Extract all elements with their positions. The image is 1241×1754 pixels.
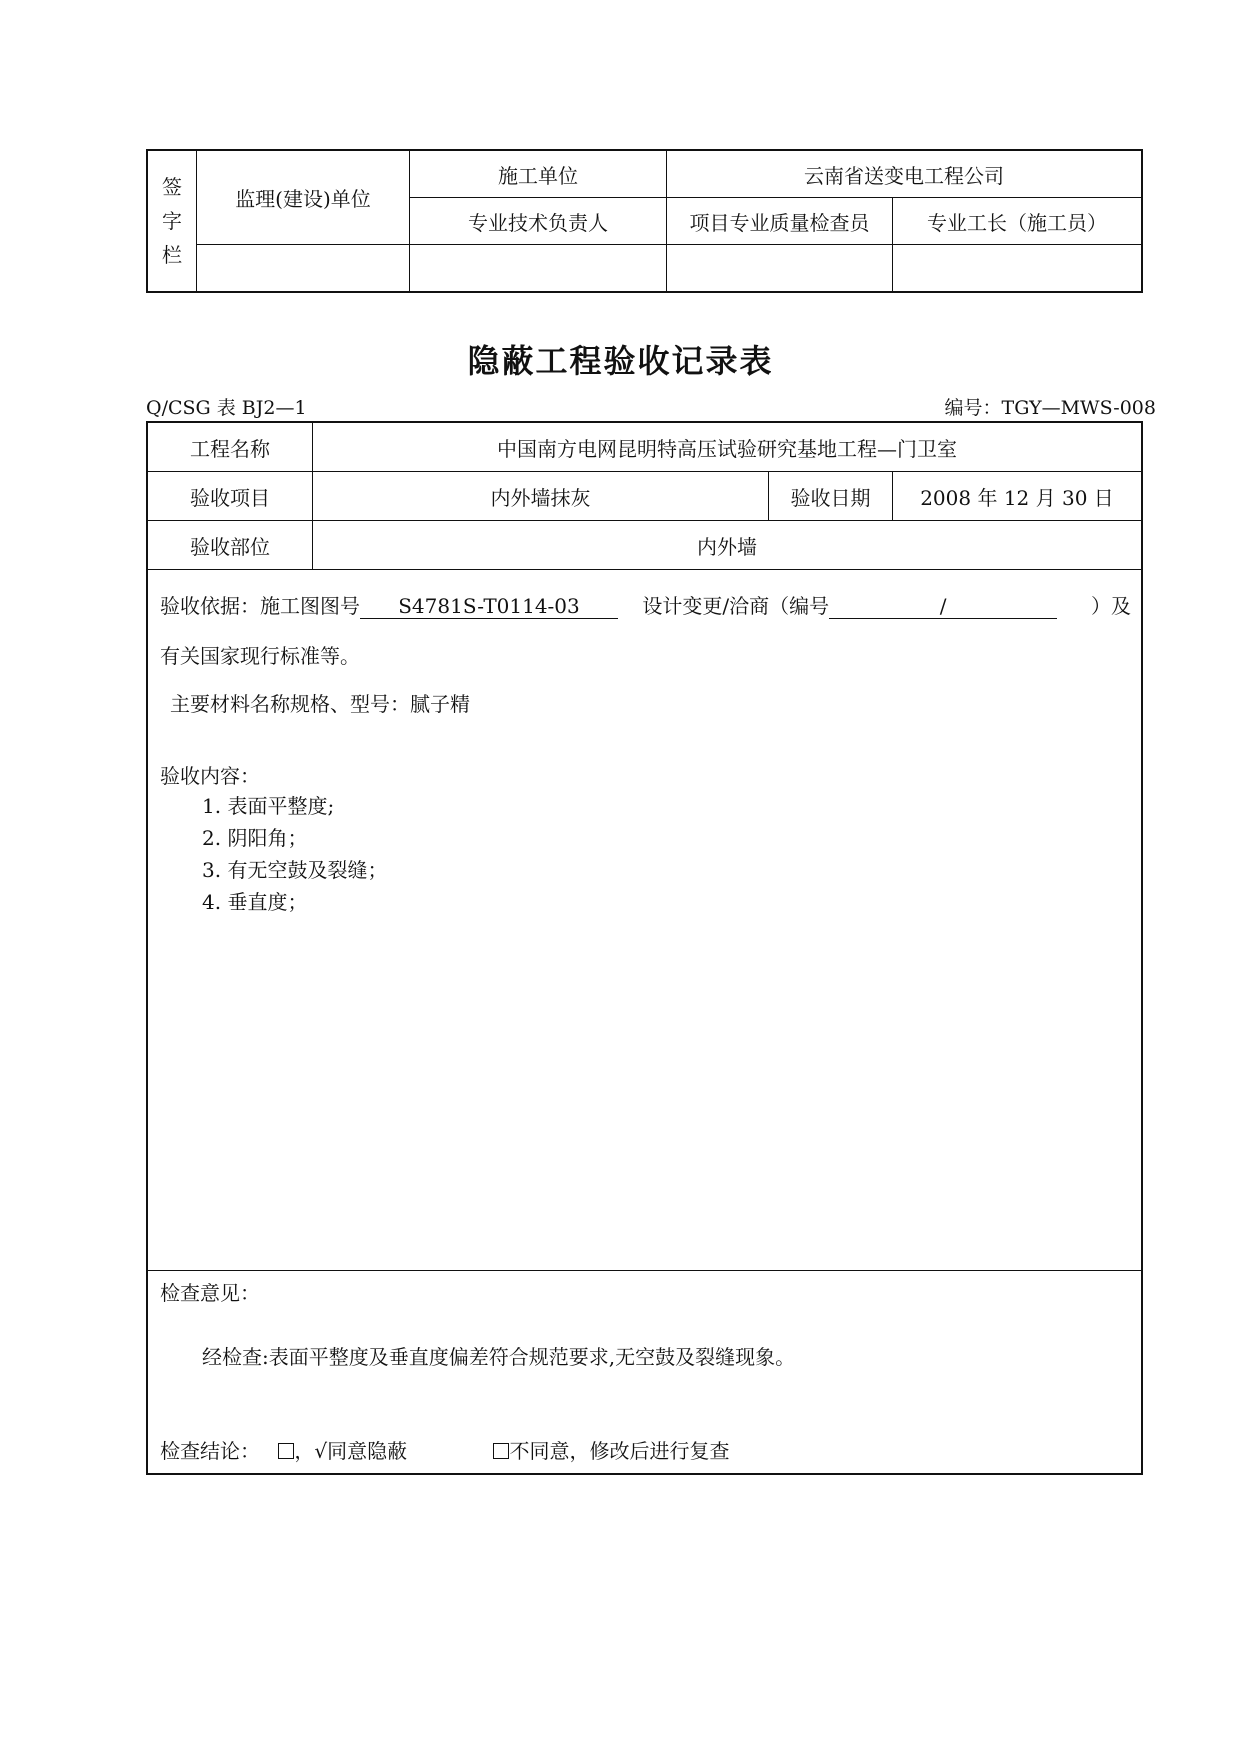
signature-table: [146, 149, 1143, 293]
agree-label: ，√同意隐蔽: [294, 1439, 408, 1463]
sign-char-2: 字: [162, 209, 182, 233]
location-value: 内外墙: [313, 521, 1143, 570]
project-name-label: 工程名称: [147, 422, 313, 472]
item-value: 内外墙抹灰: [313, 472, 769, 521]
change-number: /: [829, 594, 1057, 619]
basis-line-2: 有关国家现行标准等。: [160, 644, 360, 668]
foreman-signature-field[interactable]: [893, 245, 1143, 293]
tech-lead-label: 专业技术负责人: [410, 198, 667, 245]
content-item-1: 1. 表面平整度;: [202, 794, 335, 818]
construction-unit-label: 施工单位: [410, 150, 667, 198]
location-label: 验收部位: [147, 521, 313, 570]
document-number: 编号：TGY—MWS-008: [944, 397, 1156, 419]
materials-line: 主要材料名称规格、型号：腻子精: [170, 692, 470, 716]
supervisor-signature-field[interactable]: [197, 245, 410, 293]
foreman-label: 专业工长（施工员）: [893, 198, 1143, 245]
form-code: Q/CSG 表 BJ2—1: [146, 397, 307, 419]
quality-inspector-label: 项目专业质量检查员: [667, 198, 893, 245]
project-name-value: 中国南方电网昆明特高压试验研究基地工程—门卫室: [313, 422, 1143, 472]
date-value: 2008 年 12 月 30 日: [893, 472, 1143, 521]
content-item-2: 2. 阴阳角；: [202, 826, 308, 850]
conclusion-line: [160, 1435, 729, 1464]
item-label: 验收项目: [147, 472, 313, 521]
basis-line: [160, 590, 1057, 619]
page-title: 隐蔽工程验收记录表: [467, 342, 774, 380]
agree-checkbox[interactable]: [278, 1443, 294, 1459]
disagree-label: 不同意，修改后进行复查: [509, 1439, 730, 1463]
inspection-cell: [147, 1271, 1142, 1475]
disagree-checkbox[interactable]: [493, 1443, 509, 1459]
date-label: 验收日期: [769, 472, 893, 521]
acceptance-content-cell: [147, 570, 1142, 1271]
sign-char-3: 栏: [162, 243, 182, 267]
quality-inspector-signature-field[interactable]: [667, 245, 893, 293]
construction-unit-value: 云南省送变电工程公司: [667, 150, 1143, 198]
content-item-4: 4. 垂直度；: [202, 890, 308, 914]
sign-char-1: 签: [162, 175, 182, 199]
content-item-3: 3. 有无空鼓及裂缝；: [202, 858, 388, 882]
opinion-label: 检查意见：: [160, 1281, 260, 1305]
drawing-number: S4781S-T0114-03: [360, 594, 618, 619]
signature-column-label: [147, 150, 197, 292]
basis-prefix: 验收依据：施工图图号: [160, 594, 360, 618]
conclusion-label: 检查结论：: [160, 1439, 260, 1463]
content-label: 验收内容：: [160, 764, 260, 788]
supervisor-unit-label: 监理(建设)单位: [197, 150, 410, 245]
tech-lead-signature-field[interactable]: [410, 245, 667, 293]
opinion-text: 经检查:表面平整度及垂直度偏差符合规范要求,无空鼓及裂缝现象。: [202, 1345, 796, 1369]
basis-suffix: ）及: [1091, 594, 1131, 618]
record-table: [146, 421, 1143, 1475]
change-label: 设计变更/洽商（编号: [642, 594, 830, 618]
